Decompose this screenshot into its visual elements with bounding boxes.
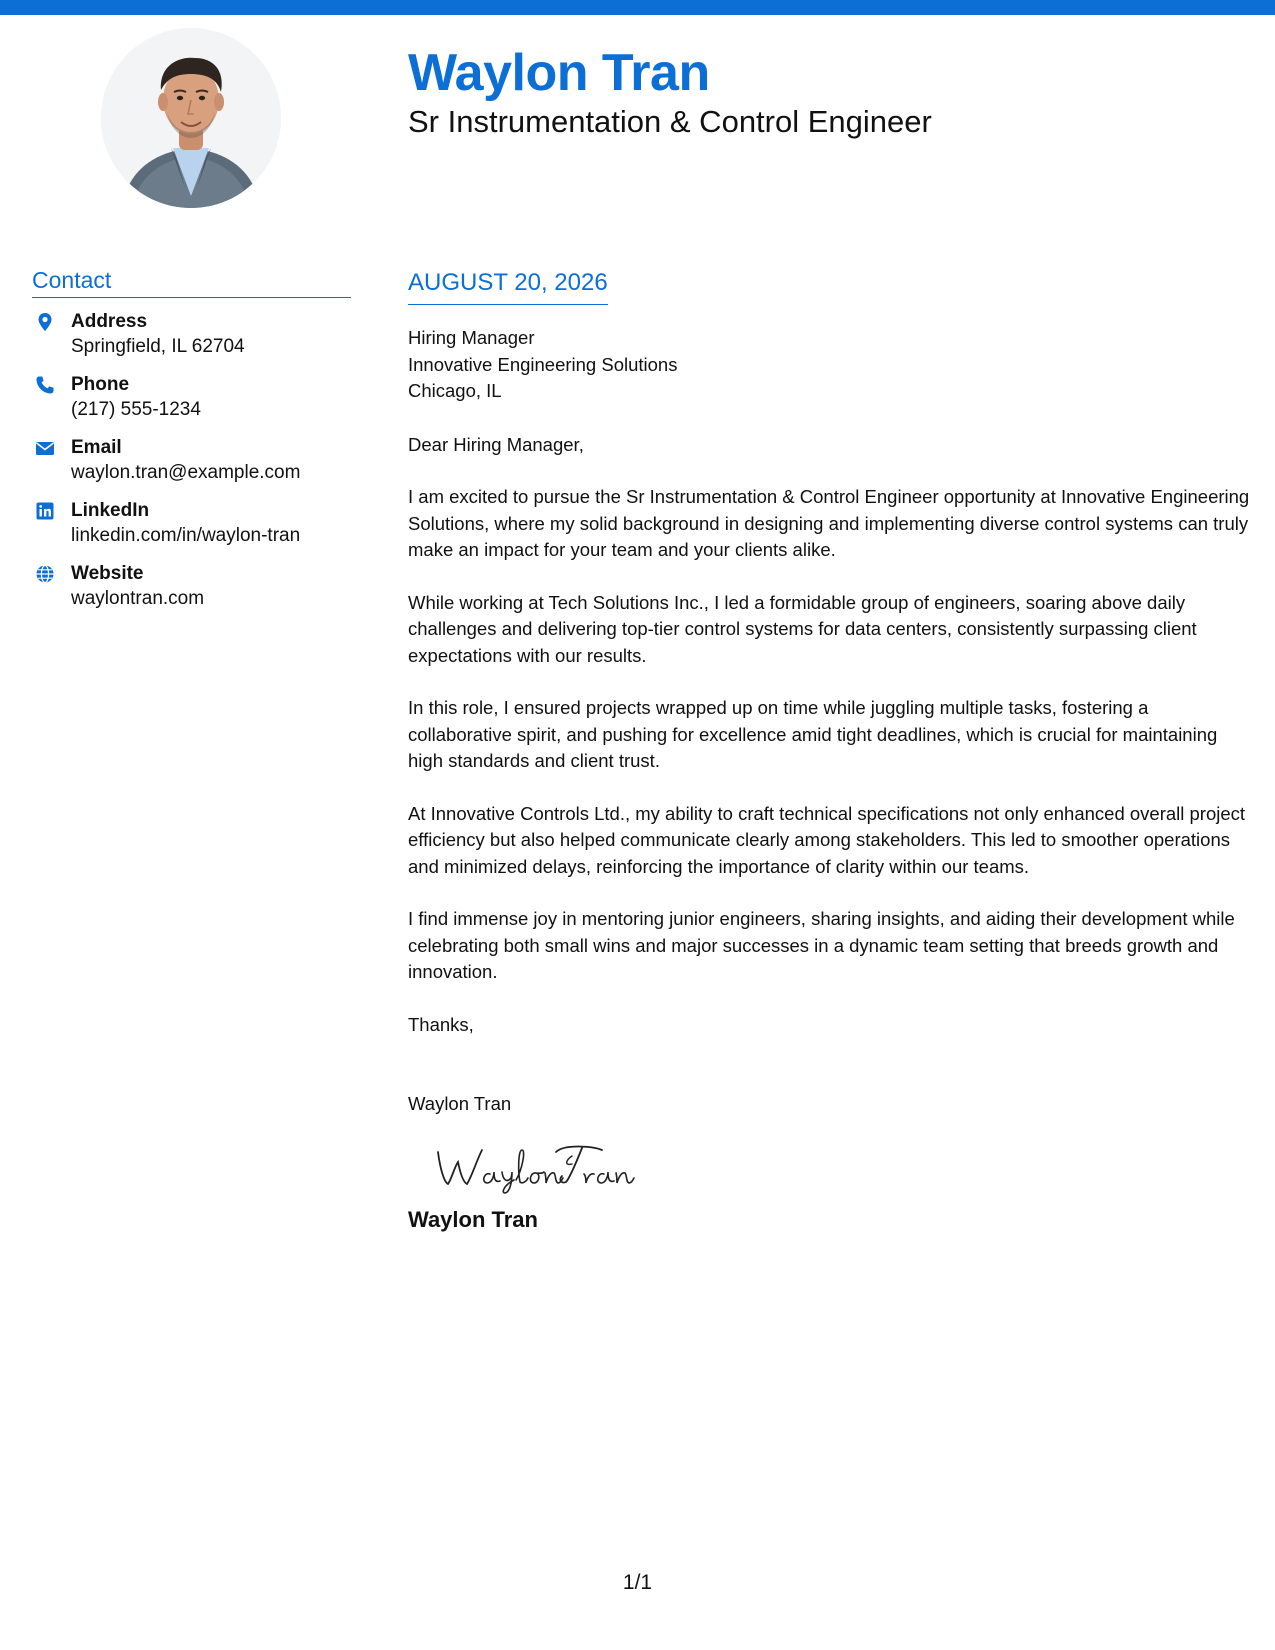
- sign-off-name: Waylon Tran: [408, 1093, 512, 1114]
- envelope-icon: [35, 438, 55, 458]
- contact-sidebar: [32, 266, 351, 625]
- letter-paragraph: While working at Tech Solutions Inc., I led a formidable group of engineers, soaring above daily challenges and delivering top-tier control systems for data centers, consistently surpassing client expectations with our results.: [408, 591, 1197, 666]
- linkedin-icon: [35, 501, 55, 521]
- contact-address: [32, 310, 351, 371]
- globe-icon: [35, 564, 55, 584]
- recipient-line: Innovative Engineering Solutions: [408, 353, 678, 375]
- contact-website: [32, 562, 351, 623]
- contact-linkedin: [32, 499, 351, 560]
- candidate-name: Waylon Tran: [408, 44, 710, 102]
- letter-date: AUGUST 20, 2026: [408, 268, 608, 305]
- contact-phone: [32, 373, 351, 434]
- contact-email: [32, 436, 351, 497]
- contact-label: Phone: [71, 374, 130, 395]
- profile-photo: [101, 28, 281, 208]
- printed-name: Waylon Tran: [408, 1206, 538, 1232]
- letter-paragraph: I find immense joy in mentoring junior engineers, sharing insights, and aiding their development while celebrating both small wins and major successes in a dynamic team setting that breeds growth and innovation.: [408, 908, 1235, 982]
- recipient-line: Chicago, IL: [408, 380, 502, 401]
- top-accent-bar: [0, 0, 1275, 15]
- contact-label: Address: [71, 311, 148, 332]
- letter-paragraph: In this role, I ensured projects wrapped up on time while juggling multiple tasks, fostering a collaborative spirit, and pushing for excellence amid tight deadlines, which is crucial for maintaining high standards and client trust.: [408, 697, 1218, 771]
- salutation: Dear Hiring Manager,: [408, 433, 584, 455]
- letter-paragraph: At Innovative Controls Ltd., my ability to craft technical specifications not only enhanced overall project efficiency but also helped communicate clearly among stakeholders. This led to smoother operations and minimized delays, reinforcing the importance of clarity within our teams.: [408, 802, 1246, 877]
- contact-value: linkedin.com/in/waylon-tran: [71, 525, 301, 546]
- page-number: 1/1: [622, 1571, 653, 1594]
- job-title: Sr Instrumentation & Control Engineer: [408, 104, 932, 139]
- letter-body: [408, 268, 1256, 1234]
- contact-heading: Contact: [32, 266, 351, 298]
- phone-icon: [35, 375, 55, 395]
- map-pin-icon: [35, 312, 55, 332]
- contact-label: Website: [71, 563, 144, 584]
- contact-label: Email: [71, 437, 122, 458]
- recipient-block: [408, 325, 1256, 405]
- contact-value: waylon.tran@example.com: [71, 462, 301, 483]
- contact-value: Springfield, IL 62704: [71, 336, 245, 357]
- closing: Thanks,: [408, 1013, 474, 1035]
- contact-label: LinkedIn: [71, 500, 150, 521]
- contact-value: (217) 555-1234: [71, 399, 201, 420]
- contact-value: waylontran.com: [71, 588, 205, 609]
- recipient-line: Hiring Manager: [408, 327, 535, 348]
- handwritten-signature: [432, 1138, 662, 1194]
- letter-paragraph: I am excited to pursue the Sr Instrumentation & Control Engineer opportunity at Innovative Engineering Solutions, where my solid background in designing and implementing diverse control systems can truly make an impact for your team and your clients alike.: [408, 486, 1250, 560]
